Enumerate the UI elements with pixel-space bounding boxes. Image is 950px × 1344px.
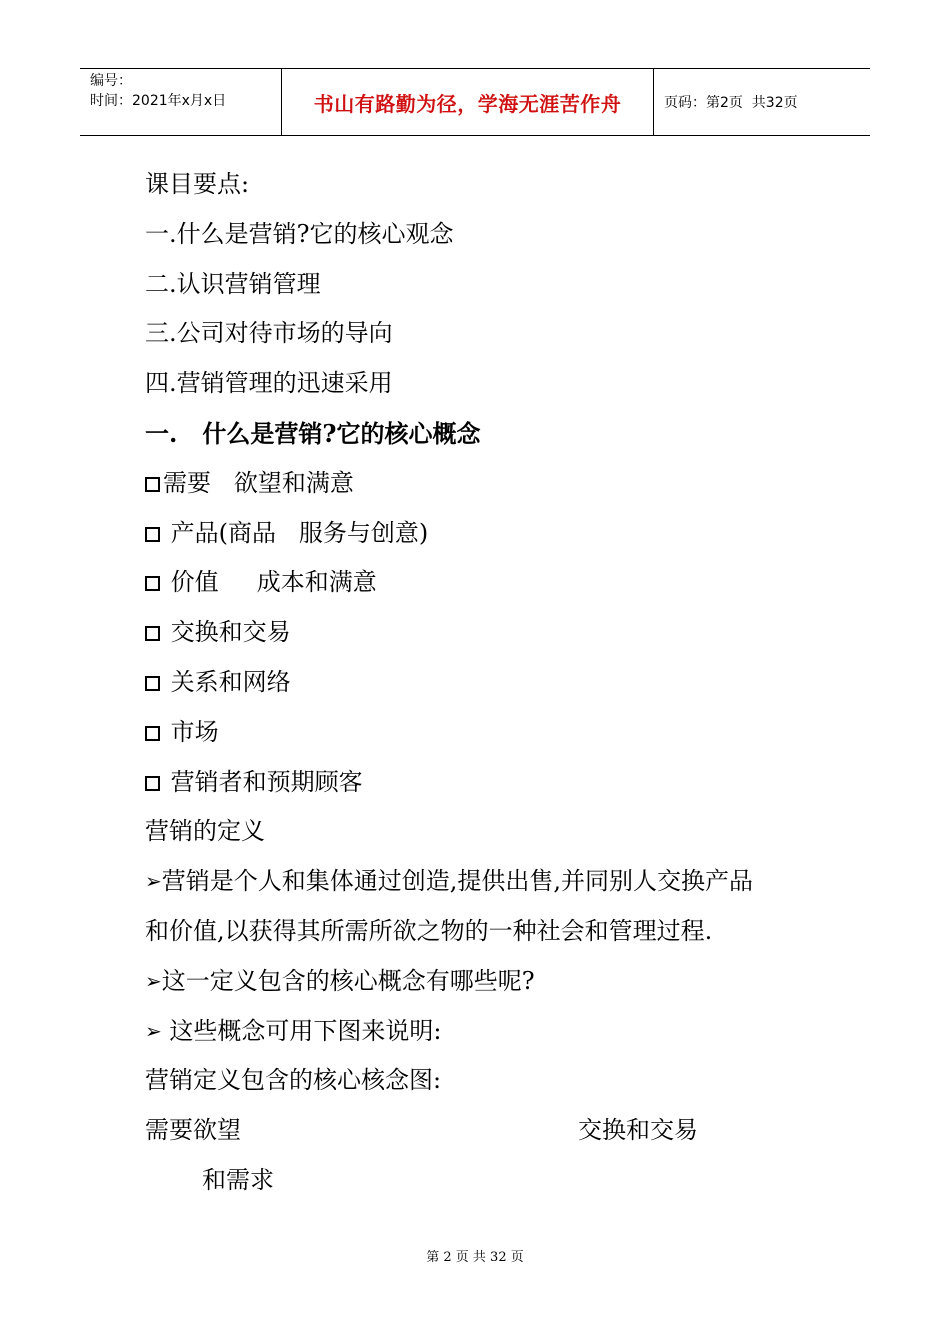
time-label: 时间：2021年x月x日 [90, 93, 227, 109]
arrowhead-icon: ➢ [145, 869, 162, 894]
page-info-text: 页码：第2页 共32页 [664, 95, 798, 111]
bullet-item [145, 558, 825, 608]
definition-paragraph [145, 857, 825, 907]
bullet-item [145, 658, 825, 708]
arrowhead-icon: ➢ [145, 1018, 162, 1043]
definition-title: 营销的定义 [145, 817, 265, 846]
page-footer: 第 2 页 共 32 页 [426, 1250, 524, 1265]
diagram-row-2 [145, 1156, 825, 1206]
bullet-item [145, 459, 825, 509]
checkbox-square-icon [145, 626, 160, 641]
bullet-item [145, 509, 825, 559]
bullet-text: 需要 欲望和满意 [163, 468, 354, 497]
section-heading: 一. 什么是营销?它的核心概念 [145, 418, 481, 448]
outline-item-4: 四.营销管理的迅速采用 [145, 369, 393, 398]
definition-line-1: 营销是个人和集体通过创造,提供出售,并同别人交换产品 [161, 867, 754, 896]
illustration-text: 这些概念可用下图来说明: [161, 1016, 442, 1045]
definition-line-2: 和价值,以获得其所需所欲之物的一种社会和管理过程. [145, 916, 713, 945]
header-page-info [654, 69, 870, 135]
bullet-item [145, 608, 825, 658]
outline-item-3: 三.公司对待市场的导向 [145, 319, 393, 348]
bullet-text: 市场 [163, 717, 219, 746]
bullet-item [145, 708, 825, 758]
diagram-row [145, 1106, 825, 1156]
diagram-node-exchange: 交换和交易 [578, 1116, 698, 1145]
checkbox-square-icon [145, 477, 160, 492]
diagram-node-demand: 和需求 [202, 1165, 274, 1194]
outline-item-2: 二.认识营销管理 [145, 269, 321, 298]
bullet-item [145, 758, 825, 808]
bullet-text: 营销者和预期顾客 [163, 767, 363, 796]
number-label: 编号： [90, 73, 132, 89]
checkbox-square-icon [145, 726, 160, 741]
bullet-text: 价值 成本和满意 [163, 568, 377, 597]
question-paragraph [145, 957, 825, 1007]
checkbox-square-icon [145, 576, 160, 591]
outline-title: 课目要点: [145, 170, 250, 198]
illustration-paragraph [145, 1007, 825, 1057]
checkbox-square-icon [145, 527, 160, 542]
page-header [80, 68, 870, 136]
arrowhead-icon: ➢ [145, 968, 162, 993]
question-text: 这一定义包含的核心概念有哪些呢? [161, 966, 535, 995]
diagram-title: 营销定义包含的核心核念图: [145, 1066, 442, 1095]
header-motto: 书山有路勤为径，学海无涯苦作舟 [282, 69, 654, 135]
bullet-text: 交换和交易 [163, 618, 291, 647]
document-body [145, 160, 825, 1206]
bullet-text: 产品(商品 服务与创意) [163, 518, 429, 547]
header-meta [80, 69, 282, 135]
bullet-text: 关系和网络 [163, 667, 291, 696]
diagram-node-needs: 需要欲望 [145, 1116, 241, 1145]
checkbox-square-icon [145, 676, 160, 691]
outline-item-1: 一.什么是营销?它的核心观念 [145, 219, 454, 248]
checkbox-square-icon [145, 776, 160, 791]
